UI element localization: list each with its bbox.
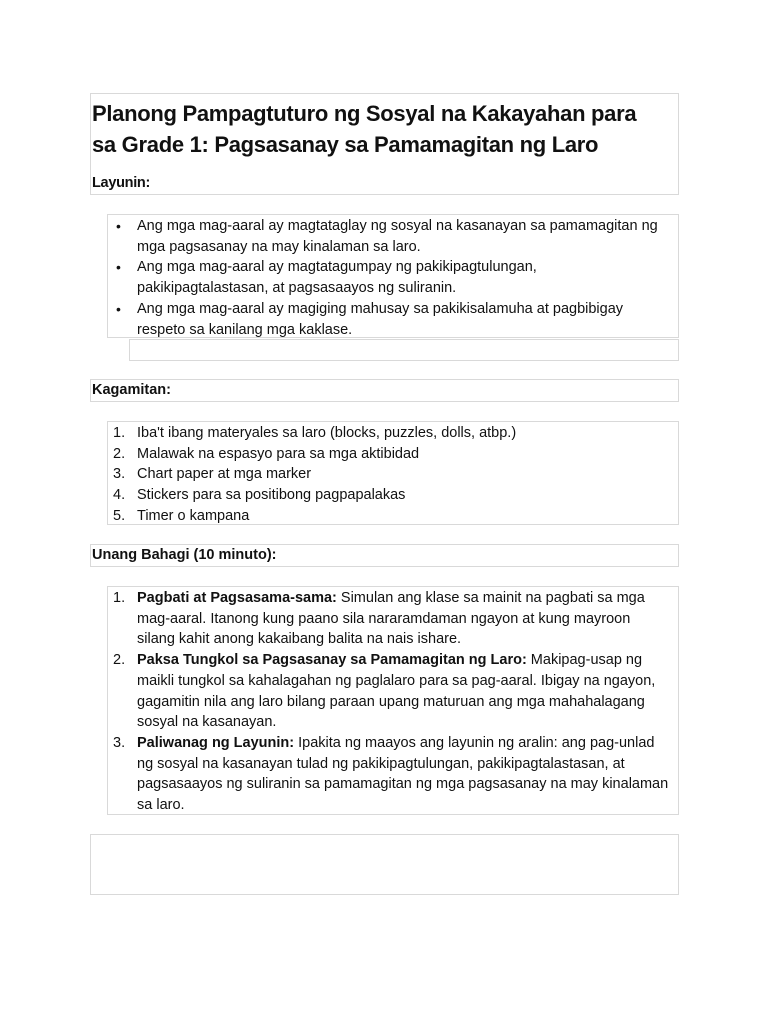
list-item: 3. Paliwanag ng Layunin: Ipakita ng maayos ang layunin ng aralin: ang pag-unlad ng sosyal na kasanayan tulad ng pakikipagtulungan, pakikipagtalastasan, at pagsasaayos ng suliranin sa pamamagitan ng mga pagsasanay na may kinalaman sa laro.: [113, 734, 669, 814]
empty-box: [129, 339, 679, 361]
kagamitan-list-box: [107, 421, 679, 525]
document-title-line-2: sa Grade 1: Pagsasanay sa Pamamagitan ng Laro: [92, 132, 599, 157]
title-block: [90, 93, 679, 195]
layunin-list-box: [107, 214, 679, 338]
kagamitan-list: [108, 423, 676, 527]
list-item: 1. Pagbati at Pagsasama-sama: Simulan ang klase sa mainit na pagbati sa mga mag-aaral. Itanong kung paano sila nararamdaman ngayon at kung mayroon silang kahit anong kakaibang balita na nais ishare.: [113, 590, 645, 648]
list-item: 3. Chart paper at mga marker: [113, 466, 312, 483]
list-item: 1. Iba't ibang materyales sa laro (blocks, puzzles, dolls, atbp.): [113, 425, 517, 441]
list-item: • Ang mga mag-aaral ay magtataglay ng sosyal na kasanayan sa pamamagitan ng mga pagsasanay na may kinalaman sa laro.: [108, 216, 676, 257]
kagamitan-heading-box: [90, 379, 679, 402]
list-item: • Ang mga mag-aaral ay magiging mahusay sa pakikisalamuha at pagbibigay respeto sa kanilang mga kaklase.: [108, 299, 676, 340]
empty-box-bottom: [90, 834, 679, 895]
unang-bahagi-list-box: [107, 586, 679, 815]
list-item: 4. Stickers para sa positibong pagpapalakas: [113, 487, 406, 504]
unang-bahagi-list: [108, 588, 676, 816]
item-heading: Paliwanag ng Layunin:: [137, 734, 295, 751]
item-heading: Pagbati at Pagsasama-sama:: [137, 590, 337, 606]
kagamitan-heading: Kagamitan:: [92, 382, 171, 398]
list-item: 2. Malawak na espasyo para sa mga aktibidad: [113, 445, 420, 462]
item-heading: Paksa Tungkol sa Pagsasanay sa Pamamagitan ng Laro:: [137, 652, 527, 669]
unang-bahagi-heading: Unang Bahagi (10 minuto):: [92, 547, 277, 563]
list-item: • Ang mga mag-aaral ay magtatagumpay ng pakikipagtulungan, pakikipagtalastasan, at pagsasaayos ng suliranin.: [108, 257, 676, 298]
layunin-heading: Layunin:: [92, 175, 151, 191]
unang-bahagi-heading-box: [90, 544, 679, 567]
list-item: 2. Paksa Tungkol sa Pagsasanay sa Pamamagitan ng Laro: Makipag-usap ng maikli tungkol sa kahalagahan ng paglalaro para sa pag-aaral. Ibigay na ngayon, gagamitin nila ang laro bilang paraan upang maturuan ang mga mahahalagang sosyal na kasanayan.: [113, 652, 656, 731]
list-item: 5. Timer o kampana: [113, 507, 250, 524]
layunin-list: [108, 216, 676, 340]
document-title-line-1: Planong Pampagtuturo ng Sosyal na Kakayahan para: [92, 101, 637, 126]
